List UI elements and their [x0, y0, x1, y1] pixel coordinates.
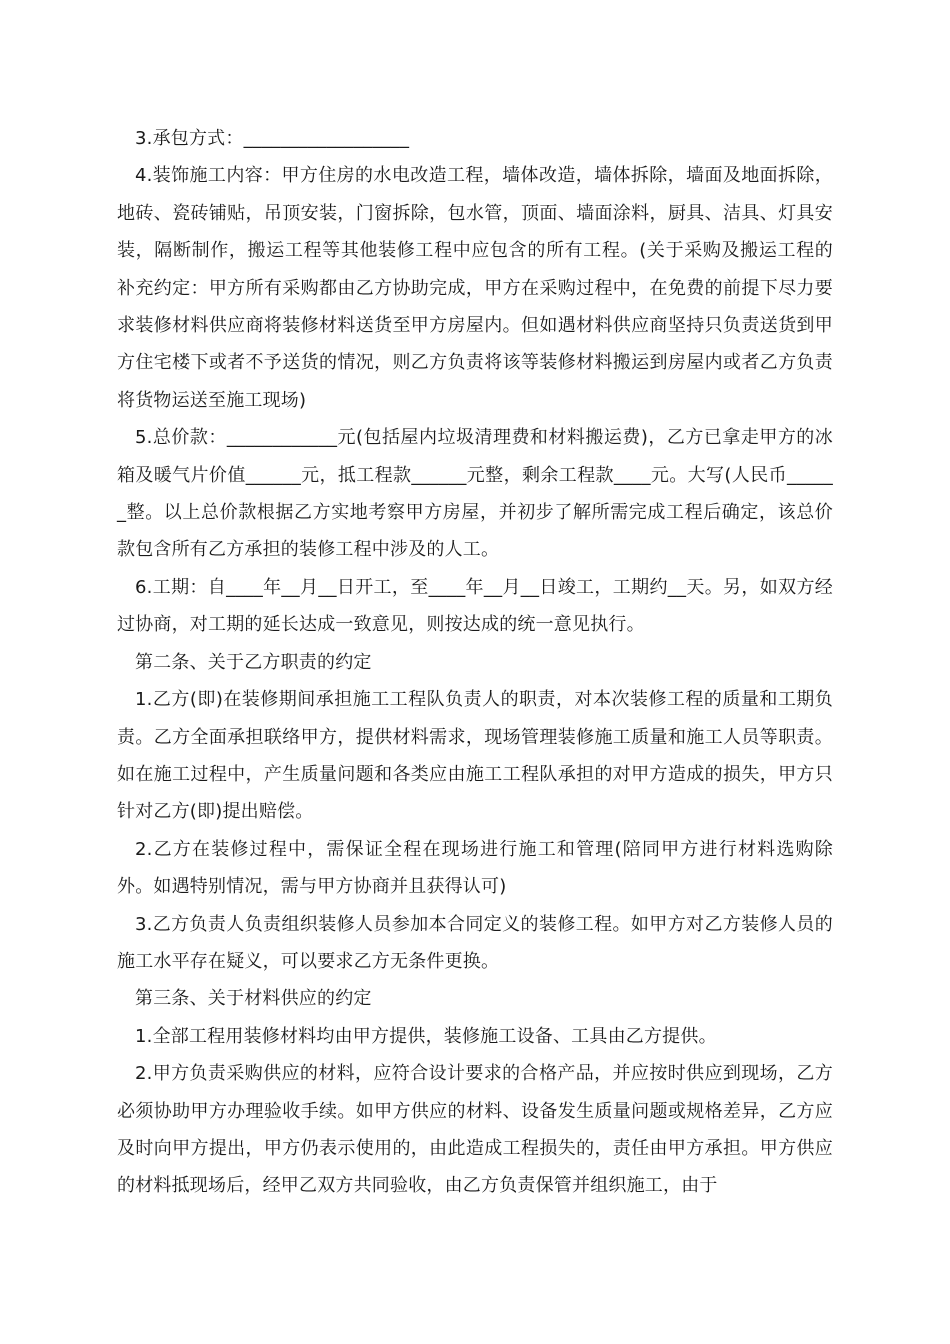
clause-materials-provider: 1.全部工程用装修材料均由甲方提供，装修施工设备、工具由乙方提供。 [135, 1025, 717, 1047]
clause-schedule: 6.工期：自____年__月__日开工，至____年__月__日竣工，工期约__天。另，如双方经过协商，对工期的延长达成一致意见，则按达成的统一意见执行。 [117, 576, 833, 636]
clause-onsite-presence: 2.乙方在装修过程中，需保证全程在现场进行施工和管理(陪同甲方进行材料选购除外。如遇特别情况，需与甲方协商并且获得认可) [117, 838, 833, 898]
section-heading-party-b-duties: 第二条、关于乙方职责的约定 [135, 651, 372, 673]
clause-material-acceptance: 2.甲方负责采购供应的材料，应符合设计要求的合格产品，并应按时供应到现场，乙方必须协助甲方办理验收手续。如甲方供应的材料、设备发生质量问题或规格差异，乙方应及时向甲方提出，甲方仍表示使用的，由此造成工程损失的，责任由甲方承担。甲方供应的材料抵现场后，经甲乙双方共同验收，由乙方负责保管并组织施工，由于 [117, 1063, 833, 1197]
section-heading-material-supply: 第三条、关于材料供应的约定 [135, 988, 372, 1010]
document-page [117, 120, 833, 1205]
clause-total-price: 5.总价款：____________元(包括屋内垃圾清理费和材料搬运费)，乙方已拿走甲方的冰箱及暖气片价值______元，抵工程款______元整，剩余工程款____元。大写(人民币______整。以上总价款根据乙方实地考察甲方房屋，并初步了解所需完成工程后确定，该总价款包含所有乙方承担的装修工程中涉及的人工。 [117, 427, 833, 561]
clause-workers-replacement: 3.乙方负责人负责组织装修人员参加本合同定义的装修工程。如甲方对乙方装修人员的施工水平存在疑义，可以要求乙方无条件更换。 [117, 913, 833, 972]
clause-construction-content: 4.装饰施工内容：甲方住房的水电改造工程，墙体改造，墙体拆除，墙面及地面拆除，地砖、瓷砖铺贴，吊顶安装，门窗拆除，包水管，顶面、墙面涂料，厨具、洁具、灯具安装，隔断制作，搬运工程等其他装修工程中应包含的所有工程。(关于采购及搬运工程的补充约定：甲方所有采购都由乙方协助完成，甲方在采购过程中，在免费的前提下尽力要求装修材料供应商将装修材料送货至甲方房屋内。但如遇材料供应商坚持只负责送货到甲方住宅楼下或者不予送货的情况，则乙方负责将该等装修材料搬运到房屋内或者乙方负责将货物运送至施工现场) [117, 165, 833, 411]
clause-contract-method: 3.承包方式：__________________ [135, 128, 410, 149]
clause-party-b-responsibility: 1.乙方(即)在装修期间承担施工工程队负责人的职责，对本次装修工程的质量和工期负责。乙方全面承担联络甲方，提供材料需求，现场管理装修施工质量和施工人员等职责。如在施工过程中，产生质量问题和各类应由施工工程队承担的对甲方造成的损失，甲方只针对乙方(即)提出赔偿。 [117, 689, 833, 823]
